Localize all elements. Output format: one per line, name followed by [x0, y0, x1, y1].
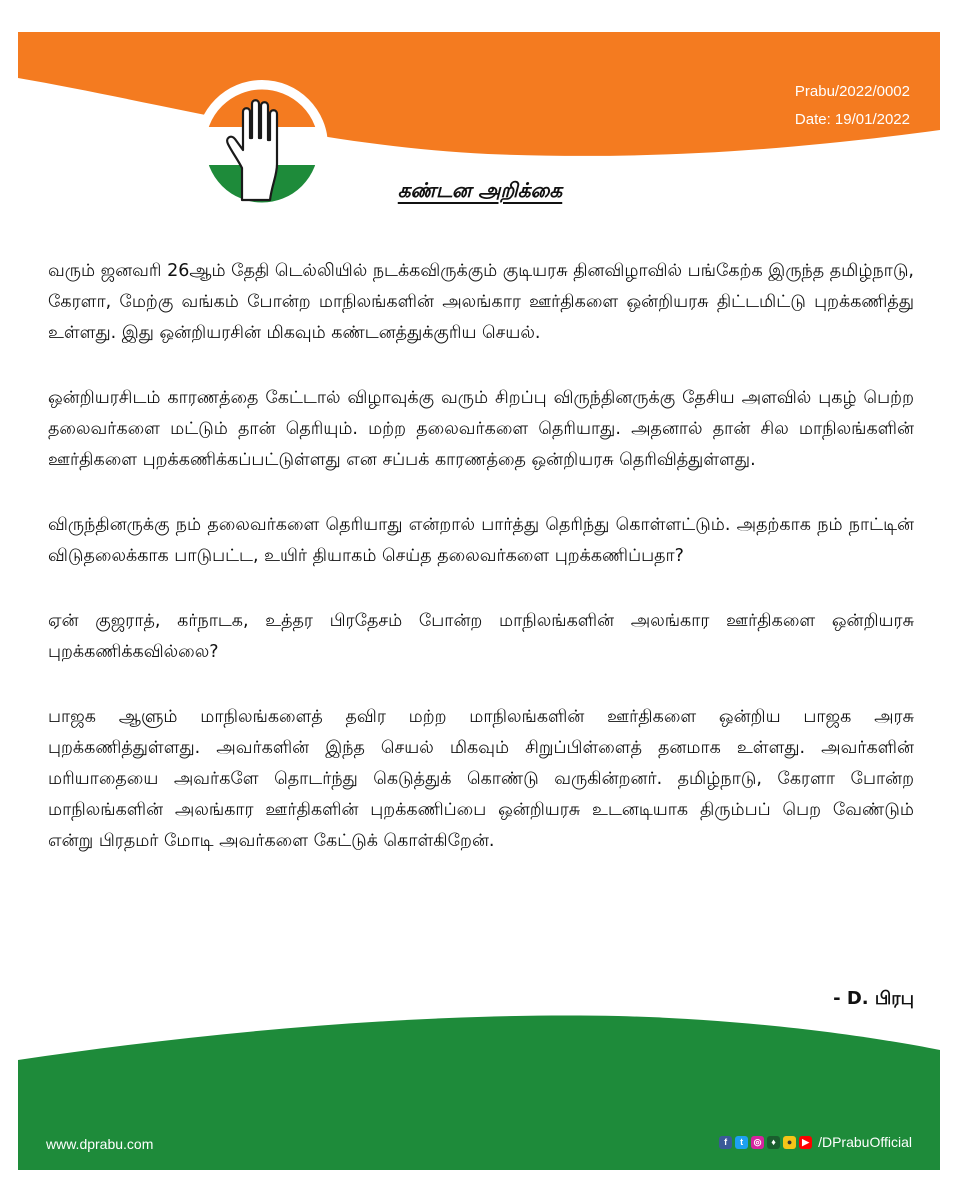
paragraph-5: பாஜக ஆளும் மாநிலங்களைத் தவிர மற்ற மாநிலங்களின் ஊர்திகளை ஒன்றிய பாஜக அரசு புறக்கணித்துள்ளது. அவர்களின் இந்த செயல் மிகவும் சிறுப்பிள்ளைத் தனமாக உள்ளது. அவர்களின் மரியாதையை அவர்களே தொடர்ந்து கெடுத்துக் கொண்டு வருகின்றனர். தமிழ்நாடு, கேரளா போன்ற மாநிலங்களின் அலங்கார ஊர்திகளின் புறக்கணிப்பை ஒன்றியரசு உடனடியாக திரும்பப் பெற வேண்டும் என்று பிரதமர் மோடி அவர்களை கேட்டுக் கொள்கிறேன். — [48, 707, 914, 851]
instagram-icon[interactable]: ◎ — [751, 1136, 764, 1149]
reference-number: Prabu/2022/0002 — [794, 83, 910, 100]
paragraph-1: வரும் ஜனவரி 26ஆம் தேதி டெல்லியில் நடக்கவிருக்கும் குடியரசு தினவிழாவில் பங்கேற்க இருந்த தமிழ்நாடு, கேரளா, மேற்கு வங்கம் போன்ற மாநிலங்களின் அலங்கார ஊர்திகளை ஒன்றியரசு திட்டமிட்டு புறக்கணித்து உள்ளது. இது ஒன்றியரசின் மிகவும் கண்டனத்துக்குரிய செயல். — [48, 261, 914, 343]
youtube-icon[interactable]: ▶ — [799, 1136, 812, 1149]
social-links — [719, 1134, 912, 1150]
signature: - D. பிரபு — [833, 988, 914, 1009]
social-handle[interactable]: /DPrabuOfficial — [818, 1134, 912, 1150]
facebook-icon[interactable]: f — [719, 1136, 732, 1149]
document-body — [48, 256, 914, 891]
paragraph-2: ஒன்றியரசிடம் காரணத்தை கேட்டால் விழாவுக்கு வரும் சிறப்பு விருந்தினருக்கு தேசிய அளவில் புகழ் பெற்ற தலைவர்களை மட்டும் தான் தெரியும். மற்ற தலைவர்களை தெரியாது. அதனால் தான் சில மாநிலங்களின் ஊர்திகளை புறக்கணிக்கப்பட்டுள்ளது என சப்பக் காரணத்தை ஒன்றியரசு தெரிவித்துள்ளது. — [48, 388, 914, 470]
release-date: Date: 19/01/2022 — [794, 111, 910, 128]
twitter-icon[interactable]: t — [735, 1136, 748, 1149]
reference-block — [795, 78, 910, 134]
koo-icon[interactable]: ● — [783, 1136, 796, 1149]
website-link[interactable]: www.dprabu.com — [46, 1136, 154, 1152]
document-title: கண்டன அறிக்கை — [397, 178, 563, 202]
paragraph-3: விருந்தினருக்கு நம் தலைவர்களை தெரியாது என்றால் பார்த்து தெரிந்து கொள்ளட்டும். அதற்காக நம் நாட்டின் விடுதலைக்காக பாடுபட்ட, உயிர் தியாகம் செய்த தலைவர்களை புறக்கணிப்பதா? — [48, 515, 914, 566]
paragraph-4: ஏன் குஜராத், கர்நாடக, உத்தர பிரதேசம் போன்ற மாநிலங்களின் அலங்கார ஊர்திகளை ஒன்றியரசு புறக்கணிக்கவில்லை? — [48, 611, 914, 662]
clubhouse-icon[interactable]: ♦ — [767, 1136, 780, 1149]
